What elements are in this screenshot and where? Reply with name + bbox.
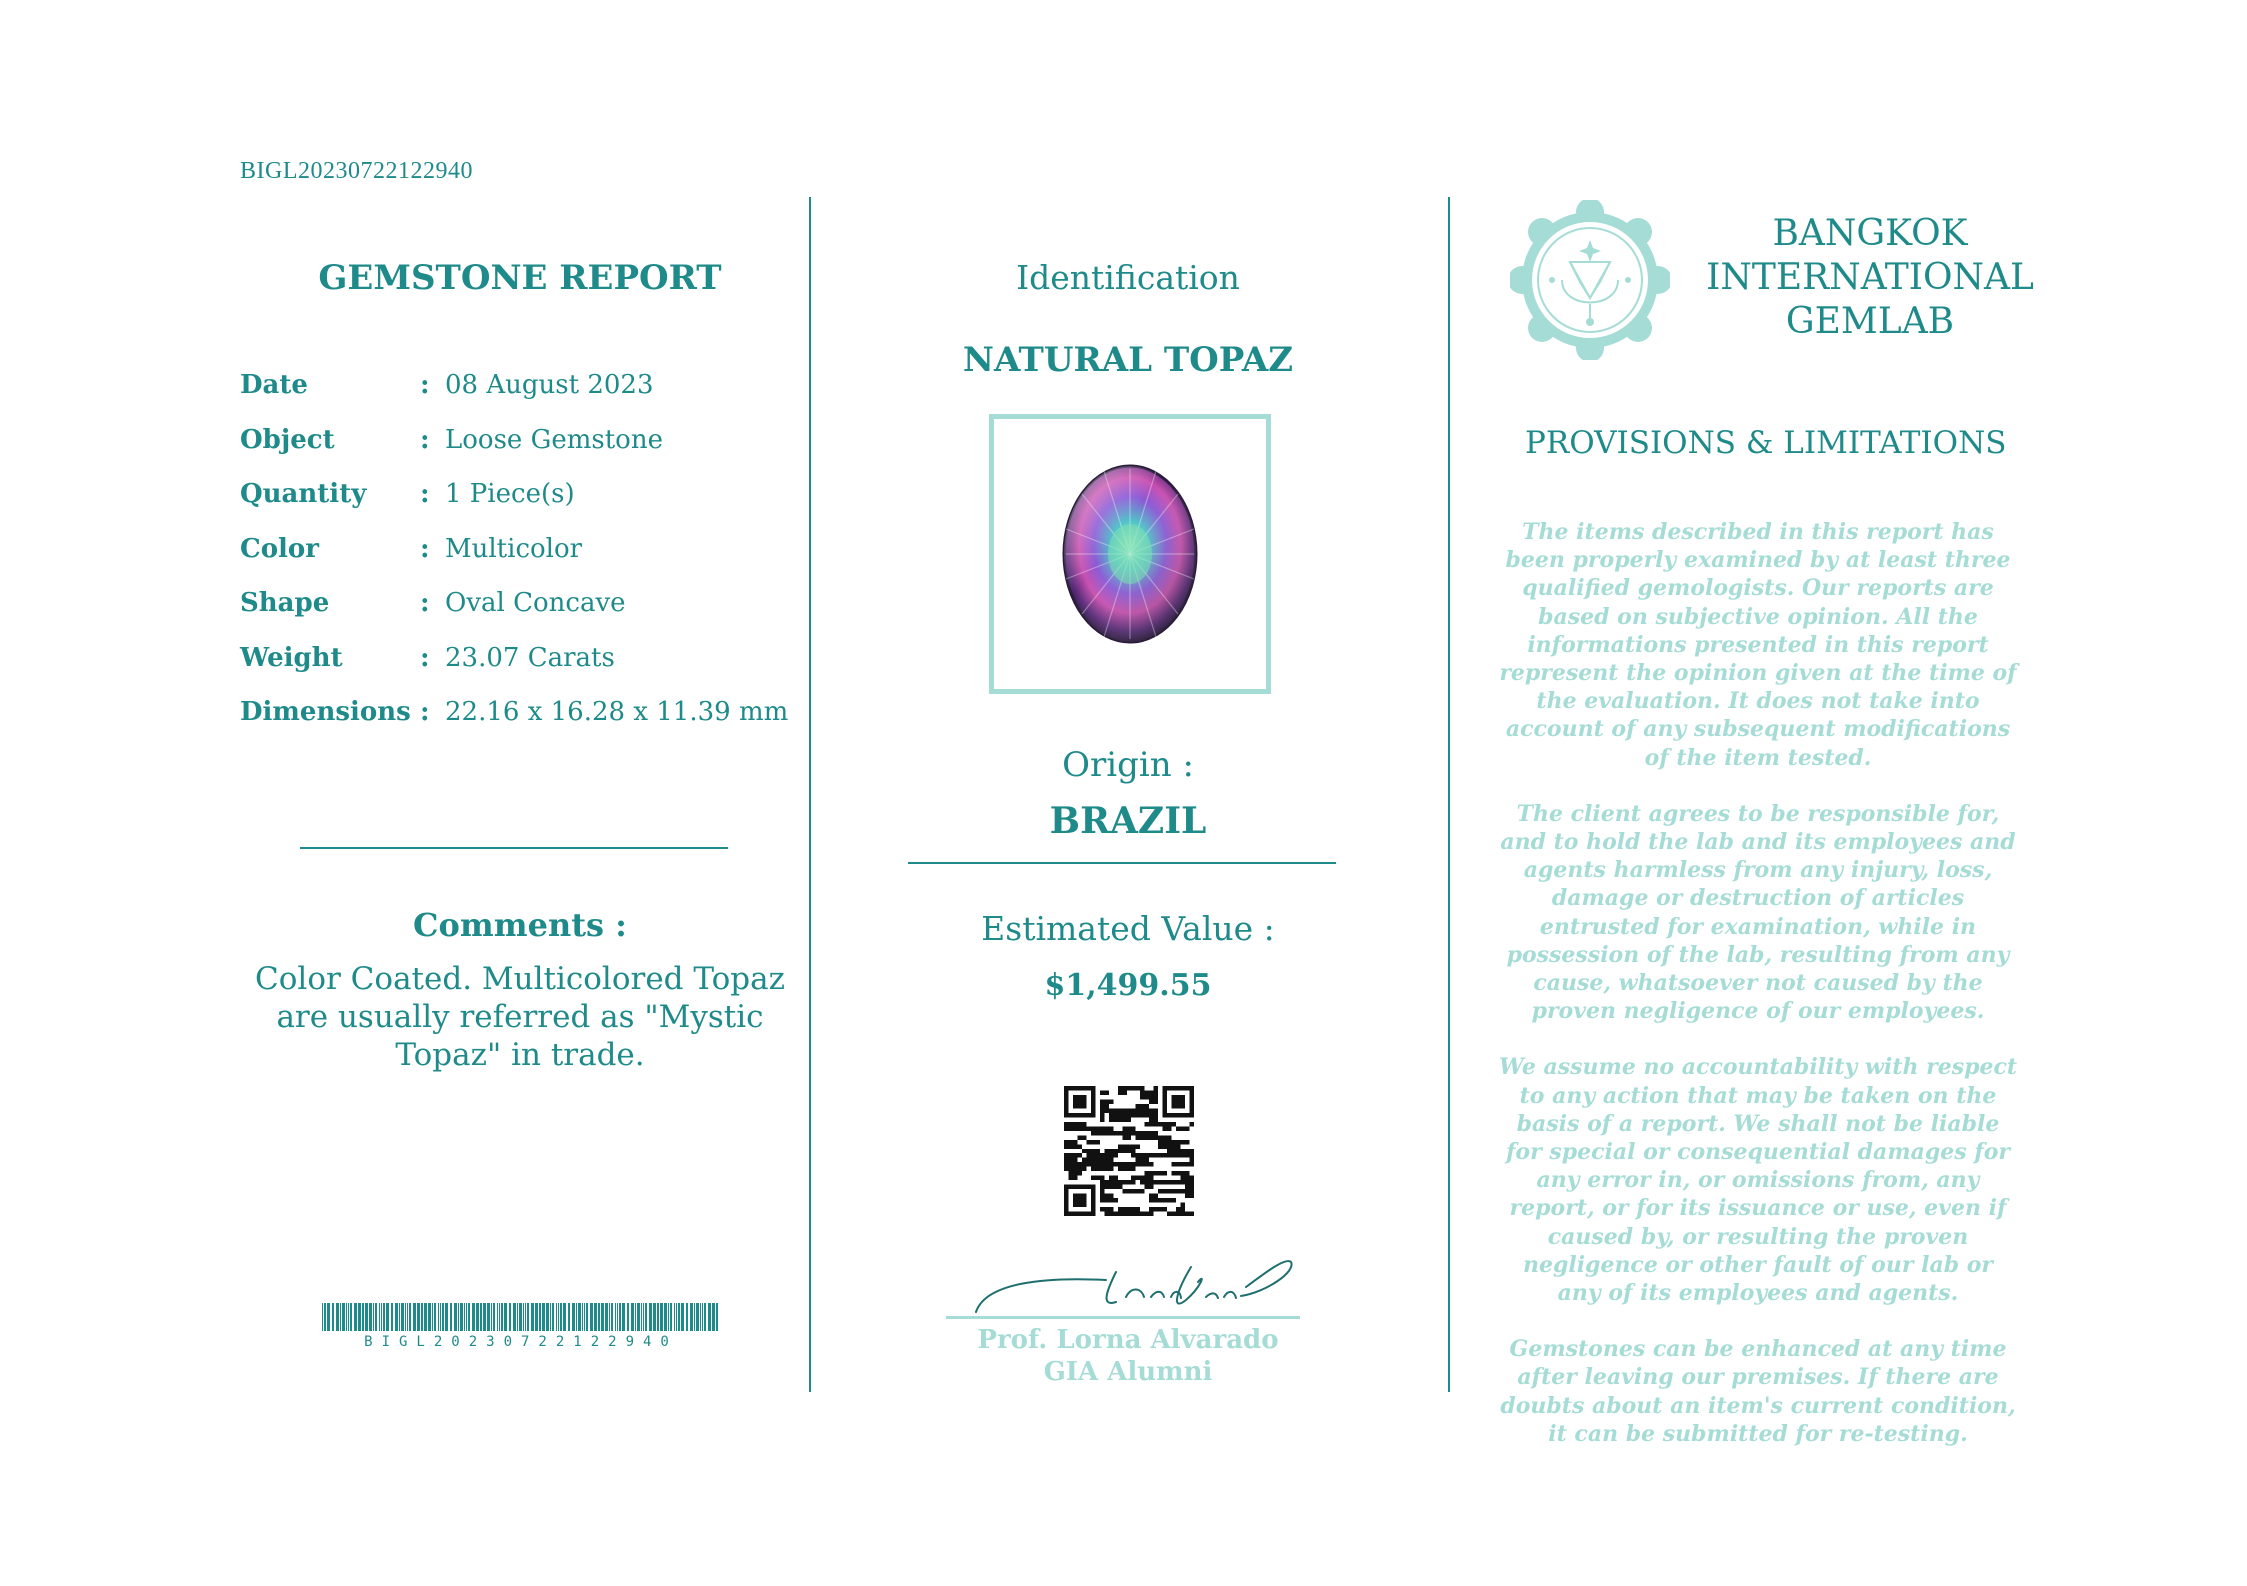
field-colon: : (420, 697, 430, 727)
middle-separator-line (908, 862, 1336, 864)
provisions-heading: PROVISIONS & LIMITATIONS (1525, 425, 2007, 461)
field-value: 23.07 Carats (445, 642, 615, 673)
comments-heading: Comments : (413, 906, 627, 944)
field-label: Object (240, 424, 335, 455)
provision-paragraph: We assume no accountability with respect to any action that may be taken on the basis of a report. We shall not be liable for special or consequential damages for any error in, or omissions from, any report, or for its issuance or use, even if caused by, or resulting the proven negligence or other fault of our lab or any of its employees and agents. (1498, 1054, 2018, 1307)
field-value: 1 Piece(s) (445, 479, 575, 509)
divider-right (1448, 197, 1450, 1392)
barcode (322, 1303, 720, 1331)
field-label: Date (240, 370, 308, 400)
field-value: Loose Gemstone (445, 424, 663, 455)
stone-name: NATURAL TOPAZ (962, 340, 1294, 380)
field-colon: : (420, 642, 430, 673)
lab-name-line: INTERNATIONAL (1706, 257, 2034, 298)
estimated-value-amount: $1,499.55 (1044, 968, 1212, 1003)
report-number: BIGL20230722122940 (240, 158, 473, 184)
signer-title: GIA Alumni (1043, 1357, 1213, 1387)
field-colon: : (420, 588, 430, 618)
field-value: 22.16 x 16.28 x 11.39 mm (445, 697, 789, 727)
estimated-value-label: Estimated Value : (981, 909, 1275, 948)
left-separator-line (300, 847, 728, 849)
field-value: 08 August 2023 (445, 370, 654, 400)
signature-line (946, 1316, 1300, 1319)
field-colon: : (420, 424, 430, 455)
provision-paragraph: The client agrees to be responsible for, and to hold the lab and its employees and agents harmless from any injury, loss, damage or destruction of articles entrusted for examination, while in possession of the lab, resulting from any cause, whatsoever not caused by the proven negligence of our employees. (1500, 800, 2016, 1025)
origin-label: Origin : (1062, 745, 1194, 785)
lab-name-line: BANGKOK (1772, 213, 1968, 254)
qr-code (1064, 1086, 1194, 1216)
identification-heading: Identification (1016, 258, 1240, 297)
field-label: Shape (240, 588, 330, 618)
field-value: Oval Concave (445, 588, 626, 618)
provision-paragraph: Gemstones can be enhanced at any time after leaving our premises. If there are doubts about an item's current condition, it can be submitted for re-testing. (1500, 1336, 2016, 1447)
gem-photo-frame (989, 414, 1271, 694)
field-colon: : (420, 370, 430, 400)
comments-text: Color Coated. Multicolored Topaz are usually referred as "Mystic Topaz" in trade. (255, 961, 785, 1073)
signer-name: Prof. Lorna Alvarado (977, 1325, 1279, 1355)
field-colon: : (420, 479, 430, 509)
field-value: Multicolor (445, 533, 583, 564)
field-colon: : (420, 533, 430, 564)
report-title: GEMSTONE REPORT (318, 258, 722, 298)
gem-photo (1054, 459, 1206, 649)
lab-name (1700, 212, 2040, 344)
lab-name-line: GEMLAB (1785, 301, 1955, 342)
signature-image (966, 1252, 1306, 1322)
field-label: Weight (240, 642, 343, 673)
field-label: Color (240, 533, 319, 564)
lab-seal-icon (1510, 200, 1670, 360)
field-label: Dimensions (240, 697, 411, 727)
provision-paragraph: The items described in this report has been properly examined by at least three qualified gemologists. Our reports are based on subjective opinion. All the informations presented in this report represent the opinion given at the time of the evaluation. It does not take into account of any subsequent modifications of the item tested. (1499, 519, 2017, 771)
provisions-text (1498, 518, 2018, 1476)
barcode-text: BIGL20230722122940 (364, 1334, 678, 1350)
origin-value: BRAZIL (1049, 800, 1207, 842)
field-label: Quantity (240, 479, 367, 509)
